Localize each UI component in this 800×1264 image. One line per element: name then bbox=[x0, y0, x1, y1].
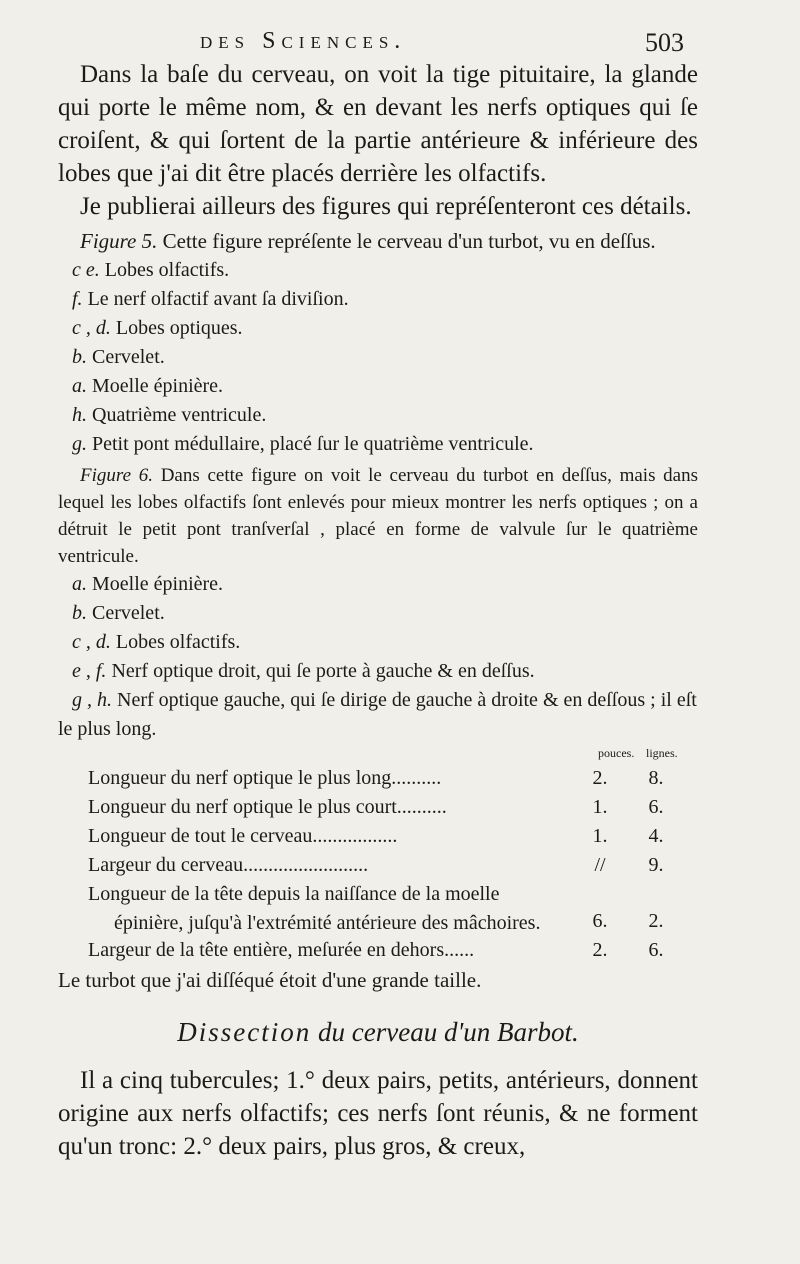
figure6-caption-text: Dans cette figure on voit le cerveau du turbot en deſſus, mais dans lequel les lobes olfactifs ſont enlevés pour mieux montrer les nerfs optiques ; on a détruit le petit pont tranſverſal , placé en forme de valvule ſur le quatrième ventricule. bbox=[58, 465, 699, 567]
running-head: des Sciences. bbox=[200, 28, 407, 54]
legend-key: b. bbox=[72, 346, 87, 368]
measurement-label: Longueur du nerf optique le plus court.......... bbox=[88, 796, 447, 818]
figure5-caption bbox=[58, 226, 698, 256]
legend-item bbox=[72, 570, 698, 599]
legend-text: Le nerf olfactif avant ſa diviſion. bbox=[87, 288, 349, 310]
page-header bbox=[200, 28, 720, 58]
legend-key: e , f. bbox=[72, 660, 107, 682]
figure6-caption bbox=[58, 462, 698, 570]
table-row bbox=[88, 851, 664, 880]
measurement-pouces: 2. bbox=[592, 939, 608, 961]
measurement-lignes: 6. bbox=[648, 796, 664, 818]
legend-item bbox=[72, 343, 698, 372]
legend-item bbox=[58, 686, 698, 744]
intro-paragraph-1: Dans la baſe du cerveau, on voit la tige pituitaire, la glande qui porte le même nom, & en devant les nerfs optiques qui ſe croiſent, & qui ſortent de la partie antérieure & inférieure des lobes que j'ai dit être placés derrière les olfactifs. bbox=[58, 61, 698, 187]
measurement-pouces: 6. bbox=[592, 910, 608, 932]
legend-text: Cervelet. bbox=[92, 602, 165, 624]
intro-paragraph-2: Je publierai ailleurs des figures qui repréſenteront ces détails. bbox=[80, 193, 692, 220]
measurements-table bbox=[88, 746, 678, 965]
figure5-legend bbox=[58, 256, 698, 459]
measurement-lignes: 8. bbox=[648, 767, 664, 789]
measurements-header bbox=[88, 746, 678, 764]
measurement-label-line-1: Longueur de la tête depuis la naiſſance de la moelle bbox=[88, 883, 500, 905]
legend-item bbox=[72, 256, 698, 285]
legend-key: c , d. bbox=[72, 317, 111, 339]
measurement-pouces: 2. bbox=[592, 767, 608, 789]
measurement-pouces: 1. bbox=[592, 796, 608, 818]
legend-text: Petit pont médullaire, placé ſur le quatrième ventricule. bbox=[92, 433, 534, 455]
closing-line: Le turbot que j'ai diſſéqué étoit d'une grande taille. bbox=[58, 968, 482, 992]
legend-item bbox=[72, 599, 698, 628]
legend-item bbox=[72, 628, 698, 657]
measurement-label: Largeur du cerveau......................... bbox=[88, 854, 369, 876]
table-row bbox=[88, 880, 664, 936]
legend-text: Nerf optique droit, qui ſe porte à gauche & en deſſus. bbox=[111, 660, 535, 682]
measurement-lignes: 9. bbox=[648, 854, 664, 876]
legend-text: Cervelet. bbox=[92, 346, 165, 368]
column-header-pouces: pouces. bbox=[598, 746, 635, 760]
legend-key: h. bbox=[72, 404, 87, 426]
legend-key: b. bbox=[72, 602, 87, 624]
legend-key: g , h. bbox=[72, 689, 112, 711]
legend-key: g. bbox=[72, 433, 87, 455]
legend-text: Moelle épinière. bbox=[92, 573, 224, 595]
legend-key: a. bbox=[72, 573, 87, 595]
measurement-label: Largeur de la tête entière, meſurée en dehors...... bbox=[88, 939, 475, 961]
measurement-label: Longueur du nerf optique le plus long.......... bbox=[88, 767, 442, 789]
legend-text: Moelle épinière. bbox=[92, 375, 224, 397]
legend-item bbox=[72, 430, 698, 459]
column-header-lignes: lignes. bbox=[646, 746, 678, 760]
table-row bbox=[88, 764, 664, 793]
legend-item bbox=[72, 372, 698, 401]
figure6-label: Figure 6. bbox=[80, 465, 153, 486]
figure5-caption-text: Cette figure repréſente le cerveau d'un turbot, vu en deſſus. bbox=[162, 229, 656, 253]
table-row bbox=[88, 936, 664, 965]
section-heading-caps: Dissection bbox=[177, 1017, 312, 1047]
legend-text: Quatrième ventricule. bbox=[92, 404, 267, 426]
section-heading-rest: du cerveau d'un Barbot. bbox=[318, 1017, 579, 1047]
measurement-label bbox=[88, 880, 568, 938]
measurement-label: Longueur de tout le cerveau................. bbox=[88, 825, 398, 847]
legend-item bbox=[72, 314, 698, 343]
section-heading bbox=[58, 1017, 698, 1048]
legend-item bbox=[72, 285, 698, 314]
table-row bbox=[88, 793, 664, 822]
legend-key: c , d. bbox=[72, 631, 111, 653]
figure6-legend bbox=[58, 570, 698, 744]
measurement-label-line-2: épinière, juſqu'à l'extrémité antérieure des mâchoires. bbox=[114, 912, 541, 934]
table-row bbox=[88, 822, 664, 851]
figure5-label: Figure 5. bbox=[80, 229, 158, 253]
measurement-lignes: 6. bbox=[648, 939, 664, 961]
measurement-lignes: 2. bbox=[648, 910, 664, 932]
legend-text: Lobes olfactifs. bbox=[104, 259, 230, 281]
section-paragraph: Il a cinq tubercules; 1.° deux pairs, petits, antérieurs, donnent origine aux nerfs olfactifs; ces nerfs ſont réunis, & ne forment qu'un tronc: 2.° deux pairs, plus gros, & creux, bbox=[58, 1067, 698, 1160]
legend-item bbox=[72, 657, 698, 686]
page-number: 503 bbox=[645, 28, 684, 57]
measurement-pouces: // bbox=[594, 854, 606, 876]
measurement-pouces: 1. bbox=[592, 825, 608, 847]
legend-text: Lobes optiques. bbox=[115, 317, 243, 339]
legend-key: f. bbox=[72, 288, 83, 310]
legend-key: a. bbox=[72, 375, 87, 397]
legend-text: Lobes olfactifs. bbox=[115, 631, 241, 653]
measurement-lignes: 4. bbox=[648, 825, 664, 847]
legend-key: c e. bbox=[72, 259, 100, 281]
page-body bbox=[58, 58, 698, 1163]
legend-item bbox=[72, 401, 698, 430]
legend-text: Nerf optique gauche, qui ſe dirige de gauche à droite & en deſſous ; il eſt le plus long. bbox=[58, 689, 697, 740]
